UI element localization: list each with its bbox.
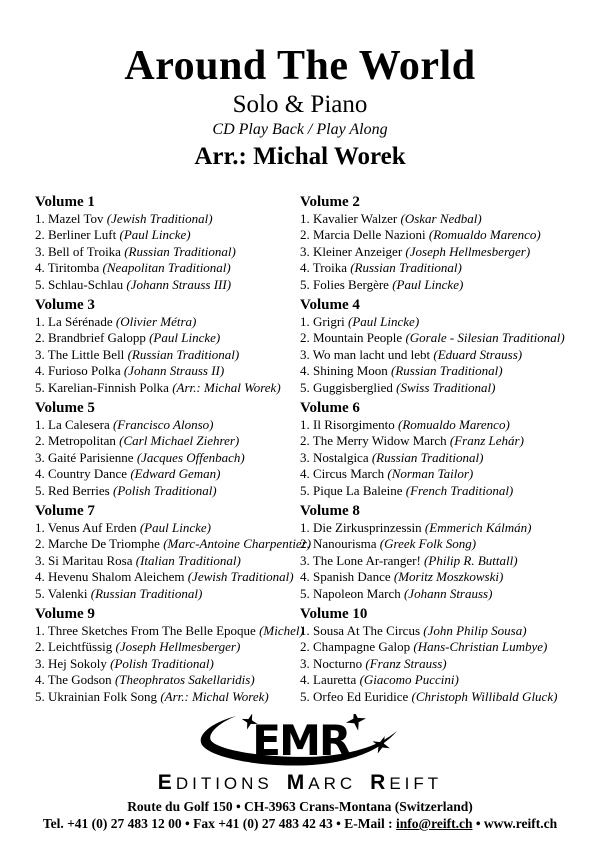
track-credit: (Russian Traditional) [124,243,236,259]
track-item [300,639,572,655]
publisher-word: EDITIONS [157,771,273,794]
track-credit: (Gorale - Silesian Traditional) [405,330,565,346]
track-item [300,520,572,536]
track-title: 2. The Merry Widow March [300,433,447,449]
track-item [300,450,572,466]
track-credit: (Giacomo Puccini) [359,672,459,688]
volume-title: Volume 9 [35,606,95,622]
track-title: 1. La Calesera [35,417,110,432]
track-credit: (Italian Traditional) [135,552,241,568]
track-title: 3. The Lone Ar-ranger! [300,552,421,568]
track-item [300,586,572,602]
track-item [300,689,572,705]
publisher-word: REIFT [370,771,443,794]
page-header [0,44,600,172]
track-credit: (Jacques Offenbach) [136,449,245,465]
track-credit: (Carl Michael Ziehrer) [119,433,240,449]
volume-title: Volume 6 [300,400,360,416]
track-item [35,277,300,293]
track-title: 1. Kavalier Walzer [300,211,398,226]
track-title: 4. Lauretta [300,672,357,688]
track-title: 5. Ukrainian Folk Song [35,688,158,704]
track-item [35,586,300,602]
track-credit: (Johann Strauss) [403,585,493,601]
track-item [35,536,312,552]
volume-title: Volume 2 [300,194,360,210]
track-title: 5. Napoleon March [300,585,401,601]
track-credit: (Christoph Willibald Gluck) [411,688,558,704]
track-title: 3. The Little Bell [35,346,125,362]
track-title: 5. Orfeo Ed Euridice [300,688,409,704]
track-title: 4. Spanish Dance [300,569,391,585]
track-item [300,623,572,639]
volume-block [300,502,572,605]
track-title: 2. Berliner Luft [35,227,117,243]
publisher-word: MARC [286,771,357,794]
track-title: 1. Sousa At The Circus [300,623,421,638]
track-title: 1. Three Sketches From The Belle Epoque [35,623,256,638]
track-item [35,244,300,260]
track-credit: (Oskar Nedbal) [400,211,482,226]
track-credit: (Philip R. Buttall) [424,552,518,568]
track-credit: (Arr.: Michal Worek) [172,379,281,395]
volume-block [35,399,300,502]
track-title: 2. Marcia Delle Nazioni [300,227,426,243]
track-item [300,466,572,482]
track-item [35,639,300,655]
track-credit: (Paul Lincke) [119,227,191,243]
track-title: 1. La Sérénade [35,314,113,329]
track-credit: (Emmerich Kálmán) [424,520,532,535]
track-item [35,314,300,330]
track-title: 4. Tiritomba [35,260,100,276]
track-item [300,277,572,293]
track-item [35,417,300,433]
track-item [300,553,572,569]
track-credit: (Franz Lehár) [449,433,524,449]
track-credit: (Johann Strauss II) [123,363,225,379]
track-title: 2. Brandbrief Galopp [35,330,146,346]
track-credit: (Greek Folk Song) [379,536,477,552]
track-item [300,672,572,688]
track-item [300,483,572,499]
track-item [300,569,572,585]
track-title: 3. Nostalgica [300,449,369,465]
track-item [300,244,572,260]
track-credit: (Moritz Moszkowski) [393,569,504,585]
logo-text: EMR [252,716,350,766]
volume-block [35,605,304,708]
track-credit: (Olivier Métra) [115,314,197,329]
track-credit: (Jewish Traditional) [187,569,294,585]
track-title: 2. Leichtfüssig [35,639,113,655]
track-item [35,450,300,466]
track-title: 3. Nocturno [300,655,363,671]
track-item [300,211,572,227]
track-title: 3. Gaité Parisienne [35,449,134,465]
track-title: 5. Pique La Baleine [300,482,403,498]
track-item [35,211,300,227]
track-item [300,536,572,552]
track-item [300,260,572,276]
track-title: 3. Hej Sokoly [35,655,107,671]
track-credit: (Romualdo Marenco) [397,417,510,432]
track-item [300,656,572,672]
track-item [35,380,300,396]
track-title: 2. Metropolitan [35,433,116,449]
track-item [300,380,572,396]
track-item [35,466,300,482]
format-note: CD Play Back / Play Along [212,121,388,138]
emr-logo [188,714,412,770]
track-title: 1. Il Risorgimento [300,417,395,432]
track-credit: (Theophratos Sakellaridis) [114,672,255,688]
volume-block [300,193,572,296]
track-credit: (Russian Traditional) [350,260,462,276]
track-item [35,623,304,639]
volume-title: Volume 7 [35,503,95,519]
track-title: 5. Folies Bergère [300,276,389,292]
track-title: 1. Grigri [300,314,345,329]
track-credit: (Polish Traditional) [112,482,217,498]
volume-title: Volume 4 [300,297,360,313]
volumes-grid [35,193,572,708]
track-credit: (Edward Geman) [130,466,221,482]
track-title: 4. Circus March [300,466,385,482]
track-credit: (Paul Lincke) [348,314,420,329]
track-item [35,520,300,536]
track-title: 4. Shining Moon [300,363,388,379]
volume-block [35,502,312,605]
track-credit: (Russian Traditional) [127,346,240,362]
publisher-name [0,772,600,795]
track-title: 5. Karelian-Finnish Polka [35,379,169,395]
volume-block [300,399,572,502]
track-item [300,363,572,379]
track-item [300,330,572,346]
track-item [35,672,300,688]
track-title: 4. Furioso Polka [35,363,121,379]
track-credit: (Russian Traditional) [371,449,484,465]
track-item [35,347,300,363]
track-credit: (Michel) [259,623,304,638]
track-credit: (Paul Lincke) [392,276,464,292]
track-credit: (Russian Traditional) [391,363,503,379]
track-credit: (Hans-Christian Lumbye) [413,639,548,655]
track-credit: (Norman Tailor) [387,466,474,482]
track-title: 2. Champagne Galop [300,639,411,655]
instrumentation-subtitle: Solo & Piano [232,91,368,118]
logo-star-icon [369,733,393,757]
track-title: 1. Mazel Tov [35,211,104,226]
track-item [35,227,300,243]
volume-block [35,296,300,399]
track-credit: (Paul Lincke) [139,520,211,535]
track-item [35,433,300,449]
email-link[interactable]: info@reift.ch [396,816,473,831]
track-credit: (Johann Strauss III) [126,276,232,292]
track-item [300,417,572,433]
track-credit: (Francisco Alonso) [112,417,214,432]
track-item [35,656,300,672]
track-item [300,433,572,449]
track-title: 1. Die Zirkusprinzessin [300,520,422,535]
track-title: 3. Kleiner Anzeiger [300,243,403,259]
track-credit: (Romualdo Marenco) [428,227,541,243]
volume-block [300,605,572,708]
page-title: Around The World [124,43,476,89]
volume-title: Volume 1 [35,194,95,210]
contact-line [0,815,600,832]
track-credit: (Jewish Traditional) [106,211,213,226]
track-credit: (Arr.: Michal Worek) [160,688,269,704]
track-item [35,689,300,705]
track-item [35,483,300,499]
track-credit: (Swiss Traditional) [396,379,496,395]
page-footer [0,714,600,832]
arranger-line: Arr.: Michal Worek [194,143,406,170]
track-item [300,314,572,330]
volume-title: Volume 10 [300,606,368,622]
track-credit: (Marc-Antoine Charpentier) [163,536,312,552]
track-title: 3. Bell of Troika [35,243,121,259]
track-title: 4. Troika [300,260,347,276]
track-title: 4. The Godson [35,672,112,688]
track-credit: (Eduard Strauss) [433,346,523,362]
track-credit: (Joseph Hellmesberger) [115,639,241,655]
track-title: 3. Si Maritau Rosa [35,552,133,568]
volume-title: Volume 3 [35,297,95,313]
volume-title: Volume 8 [300,503,360,519]
track-item [35,330,300,346]
track-title: 5. Guggisberglied [300,379,393,395]
track-credit: (French Traditional) [405,482,514,498]
track-credit: (Joseph Hellmesberger) [405,243,531,259]
track-item [35,260,300,276]
track-item [35,569,300,585]
contact-pre-text: Tel. +41 (0) 27 483 12 00 • Fax +41 (0) 27 483 42 43 • E-Mail : [42,816,397,831]
track-title: 3. Wo man lacht und lebt [300,346,431,362]
track-credit: (Russian Traditional) [90,585,203,601]
track-credit: (John Philip Sousa) [423,623,527,638]
track-item [35,363,300,379]
track-item [300,347,572,363]
track-title: 5. Valenki [35,585,88,601]
track-title: 1. Venus Auf Erden [35,520,137,535]
address-line: Route du Golf 150 • CH-3963 Crans-Montana (Switzerland) [127,799,473,814]
volume-block [35,193,300,296]
track-credit: (Paul Lincke) [149,330,221,346]
track-credit: (Neapolitan Traditional) [102,260,231,276]
track-title: 2. Nanourisma [300,536,377,552]
track-item [300,227,572,243]
track-title: 5. Schlau-Schlau [35,276,124,292]
volume-title: Volume 5 [35,400,95,416]
track-credit: (Polish Traditional) [110,655,214,671]
track-title: 2. Mountain People [300,330,403,346]
track-title: 4. Country Dance [35,466,128,482]
contact-post-text: • www.reift.ch [472,816,558,831]
track-item [35,553,300,569]
volume-block [300,296,572,399]
track-title: 2. Marche De Triomphe [35,536,160,552]
track-title: 4. Hevenu Shalom Aleichem [35,569,185,585]
track-title: 5. Red Berries [35,482,110,498]
track-credit: (Franz Strauss) [365,655,447,671]
